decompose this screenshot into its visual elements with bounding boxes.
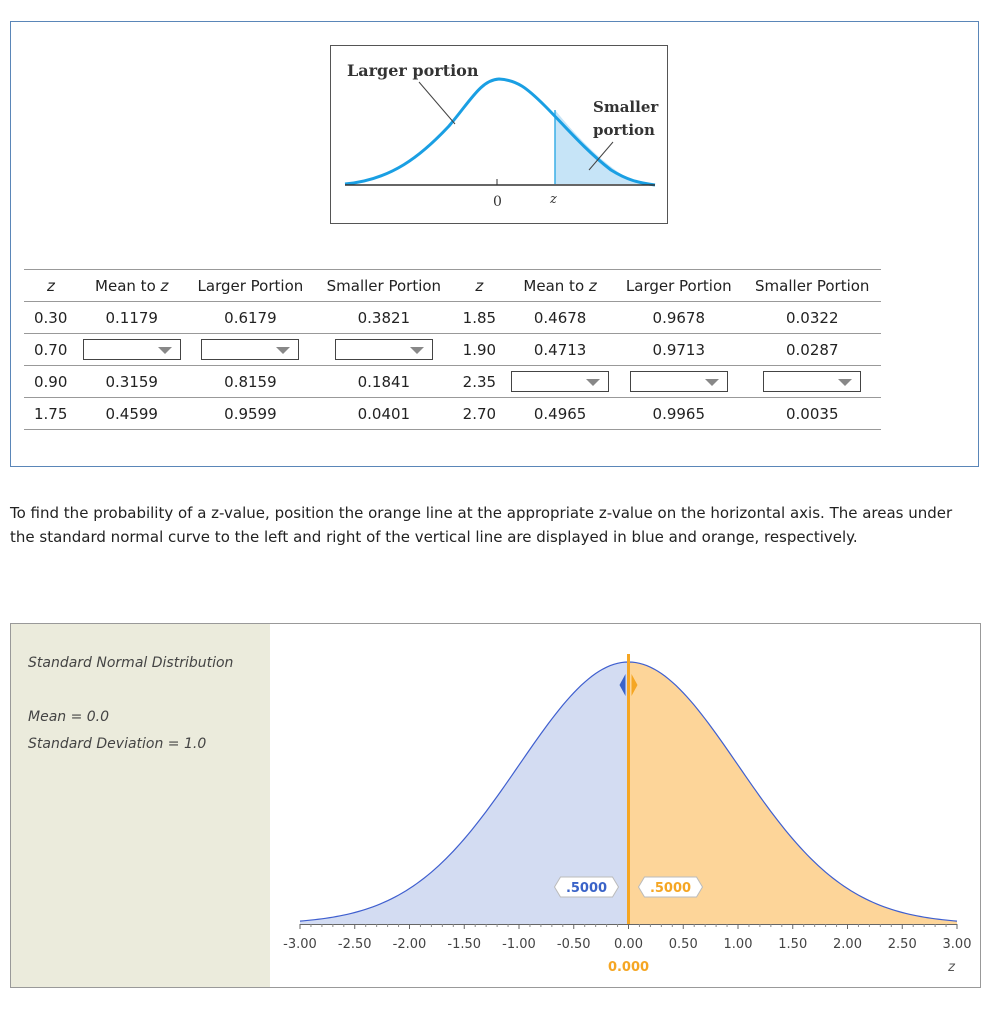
col-larger-portion: Larger Portion [197, 276, 304, 295]
mean-to-z-dropdown-235[interactable] [511, 371, 609, 392]
cell-z: 0.90 [34, 372, 68, 391]
table-row [24, 398, 881, 430]
cell-larger [186, 334, 315, 366]
larger-leader [419, 82, 455, 124]
cell-smaller-2: 0.0287 [786, 340, 839, 359]
cell-mean-to-z: 0.3159 [105, 372, 158, 391]
cell-smaller: 0.3821 [357, 308, 411, 327]
cell-mean-to-z-2: 0.4713 [533, 340, 587, 359]
cell-z: 0.30 [34, 308, 68, 327]
x-tick-label: -1.50 [447, 937, 482, 952]
cell-smaller: 0.0401 [357, 404, 411, 423]
cell-mean-to-z-2: 0.4965 [533, 404, 587, 423]
x-axis-label: z [948, 960, 955, 975]
col-mean-to-z-2 [506, 270, 614, 302]
col-smaller-portion: Smaller Portion [326, 276, 442, 295]
col-larger-portion-2: Larger Portion [625, 276, 732, 295]
instructions-text: To find the probability of a z-value, position the orange line at the appropriate z-value on the horizontal axis. The areas under the standard normal curve to the left and right of the vertical line are displayed in blue and orange, respectively. [10, 504, 953, 546]
chevron-down-icon [276, 347, 290, 354]
normal-curve-plot[interactable] [270, 624, 980, 987]
table-row [24, 334, 881, 366]
cell-mean-to-z-2: 0.4678 [533, 308, 587, 327]
x-tick-label: 3.00 [942, 937, 972, 952]
x-tick-label: 1.00 [723, 937, 753, 952]
cell-z: 0.70 [34, 340, 68, 359]
cell-smaller-2 [744, 366, 882, 398]
cell-larger-2 [614, 366, 743, 398]
smaller-label-2: portion [593, 121, 655, 139]
cell-mean-to-z: 0.4599 [105, 404, 158, 423]
sd-label: Standard Deviation = 1.0 [28, 736, 207, 752]
smaller-portion-dropdown-235[interactable] [763, 371, 861, 392]
x-tick-label: -3.00 [283, 937, 317, 952]
col-z: z [46, 276, 55, 295]
z-table [24, 269, 881, 430]
distribution-title: Standard Normal Distribution [28, 655, 234, 671]
table-row [24, 366, 881, 398]
cell-larger: 0.6179 [224, 308, 277, 327]
chevron-down-icon [410, 347, 424, 354]
cell-smaller-2: 0.0035 [786, 404, 839, 423]
col-mean-to-z-2-label: Mean to z [523, 276, 597, 295]
x-tick-label: 0.50 [668, 937, 698, 952]
chevron-down-icon [838, 379, 852, 386]
cell-z-2: 2.35 [462, 372, 497, 391]
larger-portion-dropdown-070[interactable] [201, 339, 299, 360]
x-tick-label: 1.50 [778, 937, 808, 952]
left-area-value: .5000 [565, 881, 608, 896]
cell-mean-to-z-2 [506, 366, 614, 398]
cell-smaller [315, 334, 452, 366]
x-tick-label: -2.50 [337, 937, 372, 952]
cell-larger-2: 0.9678 [652, 308, 706, 327]
larger-portion-label: Larger portion [347, 61, 479, 80]
cell-smaller-2: 0.0322 [786, 308, 839, 327]
col-mean-to-z-label: Mean to z [95, 276, 169, 295]
larger-portion-dropdown-235[interactable] [630, 371, 728, 392]
normal-curve-figure [330, 45, 668, 224]
x-tick-label: 2.00 [833, 937, 862, 952]
x-tick-label: -2.00 [392, 937, 427, 952]
z-tick-label: z [550, 192, 557, 207]
cell-larger: 0.8159 [224, 372, 277, 391]
mean-to-z-dropdown-070[interactable] [83, 339, 181, 360]
col-mean-to-z [78, 270, 186, 302]
smaller-portion-dropdown-070[interactable] [335, 339, 433, 360]
zero-tick-label: 0 [493, 194, 502, 210]
z-table-header [24, 270, 881, 302]
x-tick-label: 0.00 [614, 937, 643, 952]
chevron-down-icon [158, 347, 172, 354]
right-area-value: .5000 [649, 881, 692, 896]
table-row [24, 302, 881, 334]
chevron-down-icon [705, 379, 719, 386]
cell-z-2: 2.70 [462, 404, 497, 423]
cell-z: 1.75 [34, 404, 68, 423]
smaller-label-1: Smaller [593, 98, 659, 116]
normal-distribution-applet [10, 623, 981, 988]
cell-z-2: 1.85 [462, 308, 497, 327]
cell-mean-to-z: 0.1179 [105, 308, 158, 327]
cell-smaller: 0.1841 [357, 372, 411, 391]
distribution-info-panel [11, 624, 270, 987]
mean-label: Mean = 0.0 [28, 709, 110, 725]
cell-larger-2: 0.9965 [652, 404, 706, 423]
cell-larger-2: 0.9713 [652, 340, 706, 359]
cell-larger: 0.9599 [224, 404, 277, 423]
x-tick-label: 2.50 [887, 937, 917, 952]
chevron-down-icon [586, 379, 600, 386]
col-z-2: z [475, 276, 484, 295]
x-tick-label: -1.00 [502, 937, 536, 952]
col-smaller-portion-2: Smaller Portion [755, 276, 870, 295]
z-value-label: 0.000 [607, 960, 650, 975]
x-tick-label: -0.50 [556, 937, 591, 952]
cell-mean-to-z [78, 334, 186, 366]
cell-z-2: 1.90 [462, 340, 497, 359]
